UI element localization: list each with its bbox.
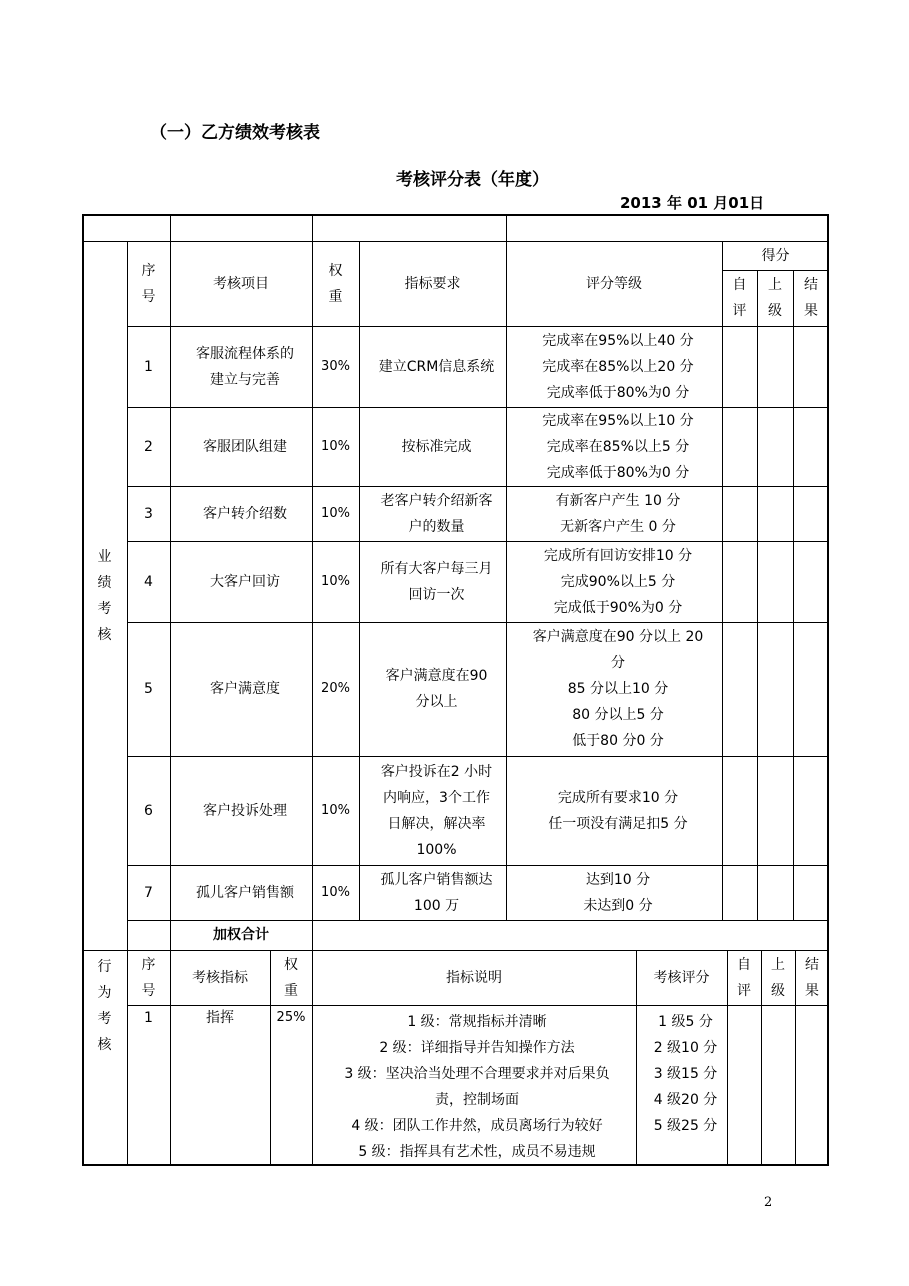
table-rule [757,270,758,920]
perf-col-result-line: 结 [804,277,818,293]
behavior-grade [636,1005,727,1166]
position-value [506,214,829,241]
perf-item-line: 孤儿客户销售额 [196,884,294,901]
perf-grade-line: 完成率在85%以上20 分 [542,358,694,375]
table-title: 考核评分表（年度） [396,170,549,190]
perf-col-weight-line: 重 [328,288,343,305]
perf-col-item: 考核项目 [213,275,269,292]
perf-grade [506,326,722,407]
perf-item [170,407,312,486]
assessment-table [82,214,829,1166]
perf-req [359,756,506,865]
perf-item [170,756,312,865]
perf-grade-line: 完成率在95%以上10 分 [542,412,694,429]
perf-side-label-line: 业 [97,548,112,565]
perf-req-line: 所有大客户每三月 [380,560,493,577]
behavior-desc-line: 4 级：团队工作井然，成员离场行为较好 [351,1118,603,1134]
perf-col-result [793,270,829,326]
perf-side-label-line: 考 [97,600,112,617]
behavior-desc-line: 3 级：坚决洽当处理不合理要求并对后果负 [344,1066,610,1082]
perf-item-line: 客服流程体系的 [196,345,294,362]
perf-side-label [82,241,127,950]
behavior-weight: 25% [276,1010,306,1025]
perf-col-seq-line: 号 [141,288,156,305]
perf-item-line: 建立与完善 [210,371,280,388]
perf-grade-line: 完成所有要求10 分 [557,789,679,806]
perf-grade-line: 完成率低于80%为0 分 [546,464,690,481]
perf-item-line: 客户满意度 [210,681,280,697]
behavior-side-label-line: 行 [97,959,112,975]
perf-weight: 10% [321,802,350,818]
perf-item-line: 大客户回访 [210,573,280,590]
date-line: 2013 年 01 月01日 [620,194,765,212]
perf-col-grade: 评分等级 [586,275,642,292]
perf-grade-line: 无新客户产生 0 分 [560,518,676,535]
perf-col-req: 指标要求 [404,275,461,292]
behavior-col-result-line: 果 [805,982,819,999]
perf-col-weight-line: 权 [328,262,343,279]
perf-req-line: 孤儿客户销售额达 [380,871,493,888]
perf-req [359,865,506,920]
name-label [82,214,170,241]
behavior-col-seq-line: 序 [141,956,156,973]
perf-col-sup-line: 级 [768,303,782,319]
perf-col-score: 得分 [761,247,790,264]
perf-grade [506,865,722,920]
position-label [312,214,506,241]
perf-grade-line: 分 [611,655,625,671]
perf-weight: 30% [321,358,350,374]
behavior-side-label [82,950,127,1166]
perf-grade [506,756,722,865]
perf-grade [506,622,722,756]
perf-col-seq-line: 序 [141,262,156,279]
behavior-col-weight-line: 重 [284,982,298,999]
perf-req [359,486,506,541]
perf-side-label-line: 核 [97,626,112,643]
perf-col-weight [312,241,359,326]
perf-req [359,541,506,622]
perf-weight: 20% [321,681,350,696]
perf-req-line: 100% [416,841,457,858]
perf-req-line: 日解决，解决率 [387,815,486,832]
section-title: （一）乙方绩效考核表 [150,123,320,143]
perf-col-self-line: 评 [732,303,747,319]
perf-seq: 3 [144,505,153,522]
perf-grade-line: 80 分以上5 分 [572,707,664,723]
perf-weight: 10% [321,438,350,454]
perf-req [359,622,506,756]
perf-item [170,622,312,756]
perf-grade-line: 低于80 分0 分 [572,733,664,749]
perf-req [359,326,506,407]
perf-grade-line: 客户满意度在90 分以上 20 [532,629,704,645]
perf-seq: 6 [144,802,153,819]
behavior-grade-line: 2 级10 分 [653,1040,718,1056]
perf-item [170,541,312,622]
behavior-col-sup-line: 上 [771,956,785,973]
perf-grade-line: 任一项没有满足扣5 分 [548,815,688,832]
perf-grade [506,486,722,541]
perf-grade-line: 未达到0 分 [583,897,653,914]
behavior-col-grade: 考核评分 [653,969,710,986]
behavior-col-result-line: 结 [805,956,819,973]
perf-col-self-line: 自 [732,277,747,293]
behavior-grade-line: 5 级25 分 [653,1118,718,1134]
perf-seq: 4 [144,573,153,590]
perf-weight: 10% [321,884,350,900]
perf-req-line: 客户投诉在2 小时 [380,763,493,780]
behavior-col-indicator: 考核指标 [192,969,248,986]
behavior-grade-line: 1 级5 分 [658,1014,713,1030]
perf-col-sup [757,270,793,326]
perf-grade-line: 85 分以上10 分 [567,681,669,697]
behavior-col-desc: 指标说明 [446,969,502,986]
perf-seq: 5 [144,681,153,697]
page-number: 2 [764,1195,773,1210]
perf-seq: 1 [144,358,153,375]
behavior-col-sup-line: 级 [771,982,785,999]
perf-req-line: 100 万 [413,897,460,914]
perf-col-self [722,270,757,326]
perf-seq: 7 [144,884,153,901]
perf-col-result-line: 果 [804,303,818,319]
perf-grade-line: 完成所有回访安排10 分 [543,547,693,564]
behavior-indicator: 指挥 [206,1010,234,1026]
perf-item [170,865,312,920]
perf-grade-line: 完成低于90%为0 分 [553,599,683,616]
perf-item [170,486,312,541]
perf-req-line: 按标准完成 [401,438,472,455]
behavior-seq: 1 [144,1010,153,1026]
behavior-desc-line: 2 级：详细指导并告知操作方法 [379,1040,575,1056]
perf-item-line: 客服团队组建 [203,438,287,455]
perf-req [359,407,506,486]
perf-item [170,326,312,407]
perf-seq: 2 [144,438,153,455]
behavior-col-seq [127,950,170,1005]
perf-req-line: 客户满意度在90 [385,668,488,684]
perf-req-line: 老客户转介绍新客 [380,492,493,509]
name-value [170,214,312,241]
behavior-col-self [727,950,761,1005]
perf-grade [506,407,722,486]
behavior-desc-line: 1 级：常规指标并清晰 [407,1014,547,1030]
perf-weight: 10% [321,505,350,521]
behavior-side-label-line: 核 [97,1037,112,1053]
perf-grade-line: 完成率低于80%为0 分 [546,384,690,401]
perf-item-line: 客户转介绍数 [203,505,287,522]
perf-grade-line: 有新客户产生 10 分 [555,492,681,509]
perf-req-line: 回访一次 [408,586,465,603]
behavior-col-weight [270,950,312,1005]
perf-weight: 10% [321,573,350,589]
perf-grade-line: 完成率在95%以上40 分 [542,332,694,349]
behavior-desc-line: 5 级：指挥具有艺术性，成员不易违规 [358,1144,596,1160]
behavior-col-result [795,950,829,1005]
behavior-col-self-line: 自 [737,956,751,973]
behavior-grade-line: 3 级15 分 [653,1066,718,1082]
perf-req-line: 分以上 [415,694,458,710]
perf-side-label-line: 绩 [97,574,112,591]
behavior-side-label-line: 为 [97,985,112,1001]
behavior-side-label-line: 考 [97,1011,112,1027]
perf-req-line: 内响应，3个工作 [383,789,490,806]
behavior-col-weight-line: 权 [284,956,298,973]
perf-grade-line: 完成90%以上5 分 [560,573,676,590]
behavior-col-sup [761,950,795,1005]
perf-req-line: 户的数量 [408,518,465,535]
behavior-desc-line: 责，控制场面 [435,1092,519,1108]
perf-grade [506,541,722,622]
perf-col-sup-line: 上 [768,277,782,293]
perf-grade-line: 达到10 分 [585,871,651,888]
behavior-col-seq-line: 号 [141,982,156,999]
behavior-col-self-line: 评 [737,982,751,999]
weighted-total-label: 加权合计 [213,927,269,943]
perf-grade-line: 完成率在85%以上5 分 [546,438,690,455]
behavior-grade-line: 4 级20 分 [653,1092,718,1108]
table-rule [722,241,723,920]
behavior-desc [312,1005,636,1166]
perf-col-seq [127,241,170,326]
perf-req-line: 建立CRM信息系统 [378,358,495,375]
table-rule [793,270,794,920]
perf-item-line: 客户投诉处理 [203,802,287,819]
